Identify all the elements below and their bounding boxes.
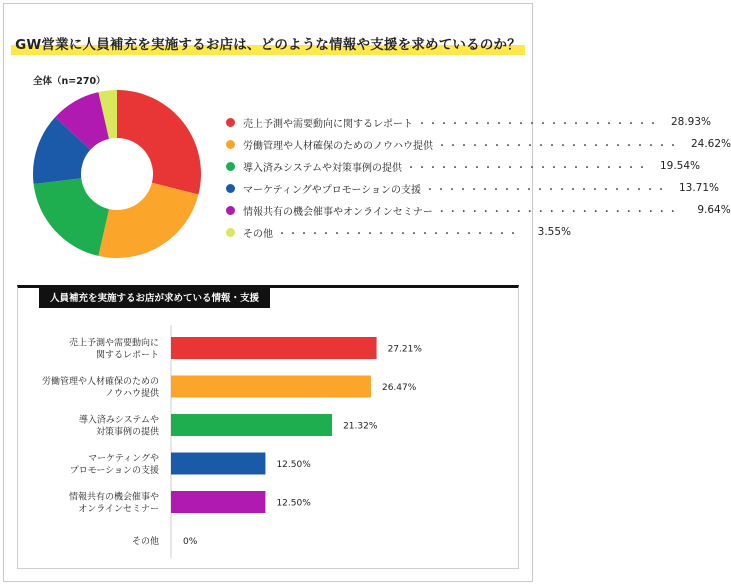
legend-color-dot xyxy=(226,228,235,237)
bar xyxy=(171,453,265,475)
bar xyxy=(171,414,332,436)
donut-subset-label: 全体（n=270） xyxy=(33,76,106,87)
page-title: GW営業に人員補充を実施するお店は、どのような情報や支援を求めているのか？ xyxy=(11,33,525,55)
legend-leader-dots: ・・・・・・・・・・・・・・・・・・・・・・ xyxy=(406,162,648,174)
bar-value-label: 26.47% xyxy=(381,383,417,393)
legend-color-dot xyxy=(226,140,235,149)
donut-slice xyxy=(98,183,198,258)
legend-label: 情報共有の機会催事やオンラインセミナー xyxy=(243,206,433,218)
bar-value-label: 12.50% xyxy=(276,460,311,470)
bar-category-label: プロモーションの支援 xyxy=(69,466,159,476)
bar xyxy=(171,376,371,398)
legend-value: 9.64% xyxy=(697,204,731,216)
bar-category-label: ノウハウ提供 xyxy=(104,389,159,399)
legend-label: 売上予測や需要動向に関するレポート xyxy=(243,118,413,130)
legend-item xyxy=(226,155,700,177)
legend-item xyxy=(226,177,719,199)
bar-value-label: 0% xyxy=(183,537,198,547)
legend-label: 導入済みシステムや対策事例の提供 xyxy=(243,162,402,174)
legend-label: 労働管理や人材確保のためのノウハウ提供 xyxy=(243,140,433,152)
bar-value-label: 12.50% xyxy=(276,498,311,509)
bar-category-label: その他 xyxy=(131,537,159,547)
legend-leader-dots: ・・・・・・・・・・・・・・・・・・・・・・ xyxy=(425,184,667,196)
bar-category-label: 労働管理や人材確保のための xyxy=(41,377,159,387)
legend-value: 28.93% xyxy=(670,116,711,128)
legend-value: 13.71% xyxy=(678,182,719,194)
bar-category-label: オンラインセミナー xyxy=(78,504,159,515)
legend-item xyxy=(226,199,731,221)
donut-chart xyxy=(31,88,203,260)
legend-label: マーケティングやプロモーションの支援 xyxy=(243,184,421,196)
legend-leader-dots: ・・・・・・・・・・・・・・・・・・・・・・ xyxy=(437,140,679,152)
legend-value: 19.54% xyxy=(659,160,700,172)
bar xyxy=(171,337,377,359)
bar-value-label: 27.21% xyxy=(387,344,422,355)
bar-chart-title: 人員補充を実施するお店が求めている情報・支援 xyxy=(39,287,270,308)
bar-category-label: 情報共有の機会催事や xyxy=(68,492,159,503)
bar-chart xyxy=(17,300,519,570)
donut-slice xyxy=(117,90,201,195)
legend-color-dot xyxy=(226,162,235,171)
legend-item xyxy=(226,133,731,155)
bar-category-label: 導入済みシステムや xyxy=(78,415,159,426)
bar-category-label: マーケティングや xyxy=(88,454,159,464)
bar-value-label: 21.32% xyxy=(343,421,378,432)
bar-category-label: 関するレポート xyxy=(95,350,159,361)
donut-slice xyxy=(34,178,109,256)
bar xyxy=(171,491,265,513)
legend-label: その他 xyxy=(243,228,273,240)
legend-value: 3.55% xyxy=(537,226,571,238)
legend-color-dot xyxy=(226,184,235,193)
bar-category-label: 売上予測や需要動向に xyxy=(68,338,159,349)
legend-leader-dots: ・・・・・・・・・・・・・・・・・・・・・・ xyxy=(417,118,659,130)
legend-color-dot xyxy=(226,206,235,215)
legend-item xyxy=(226,221,571,243)
legend-item xyxy=(226,111,711,133)
legend-color-dot xyxy=(226,118,235,127)
bar-category-label: 対策事例の提供 xyxy=(95,427,159,438)
donut-legend xyxy=(226,111,731,243)
legend-leader-dots: ・・・・・・・・・・・・・・・・・・・・・・ xyxy=(436,206,679,218)
legend-value: 24.62% xyxy=(690,138,731,150)
legend-leader-dots: ・・・・・・・・・・・・・・・・・・・・・・ xyxy=(277,228,519,240)
